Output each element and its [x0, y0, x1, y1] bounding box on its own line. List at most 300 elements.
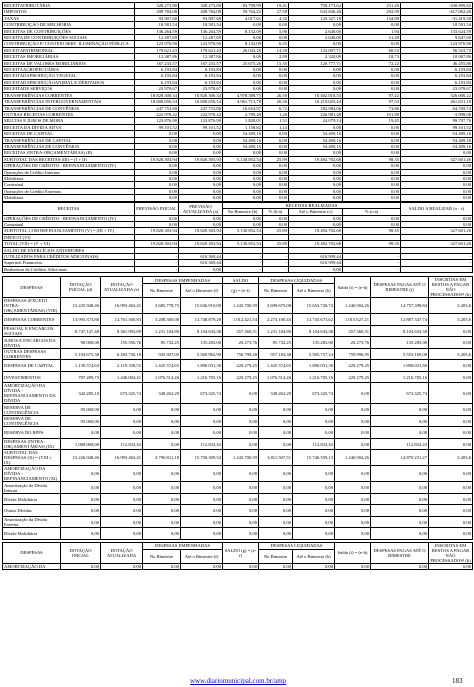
revenue-cell: 54.409,16: [289, 143, 343, 149]
revenue-cell: 8.132,09: [223, 28, 263, 34]
revenue-cell: 12.287,69: [179, 35, 223, 41]
revenue-cell: 327.601,26: [401, 156, 473, 162]
expense-cell: 673.325,74: [293, 383, 335, 404]
expense-row: [3, 427, 473, 439]
expense-cell: 85.732,25: [143, 337, 181, 349]
expense-cell: 759.996,95: [335, 348, 371, 360]
revenue-cell: 6.193,84: [179, 73, 223, 79]
revenue2-cell: -: [401, 254, 473, 260]
expense-cell: 673.325,74: [371, 383, 429, 404]
revenue-cell: 133.624,59: [401, 28, 473, 34]
revenue2-cell: 0,00: [289, 215, 343, 221]
revenue2-cell: 25,89: [263, 228, 289, 234]
expense-cell: 3.203,6: [429, 314, 473, 326]
header-dotacao-inicial: DOTAÇÃO INICIAL (d): [61, 277, 101, 298]
revenue-cell: 759.173,62: [289, 3, 343, 9]
revenue-cell: 0,00: [343, 131, 401, 137]
expense-cell: 1.216.705,16: [293, 371, 335, 383]
expense-cell: 14.757.398,84: [371, 298, 429, 314]
expense-cell: 0,00: [181, 404, 223, 416]
header-empenhadas: DESPESAS EMPENHADAS: [143, 277, 223, 284]
revenue-row-label: RECEITADAPRODUÇÃOANIMAL E DERIVADOS: [3, 79, 135, 85]
expense-cell: 6.293.750,18: [101, 348, 143, 360]
expense-cell: 0,00: [143, 528, 181, 540]
expense-cell: 14.761.300,83: [101, 314, 143, 326]
revenue-cell: 12.387,86: [135, 54, 179, 60]
header-inscritas: INSCRITAS EM RESTOS A PAGAR NÃO PROCESSADOS² (k): [430, 277, 471, 298]
revenue-cell: -54.409,16: [401, 143, 473, 149]
revenue2-row-label: TOTAL (VII) = (V + VI): [3, 241, 135, 247]
revenue-cell: 0,00: [289, 175, 343, 181]
header2-pagas: DESPESAS PAGAS ATÉ O BIMESTRE: [371, 542, 429, 563]
expense-cell: 0,00: [259, 427, 293, 439]
expense-cell: 673.325,74: [181, 383, 223, 404]
revenue-cell: 0,00: [135, 163, 179, 169]
revenue2-cell: 0,00: [401, 222, 473, 228]
header2-emp-ate-bimestre: Até o Bimestre (f): [181, 549, 223, 563]
revenue-cell: 4.017,61: [223, 15, 263, 21]
expense-cell: 5.194.675,38: [61, 348, 101, 360]
expense-cell: 0,00: [429, 337, 473, 349]
expense-cell: 1.012.421,54: [223, 314, 259, 326]
expense-cell: 0,00: [429, 383, 473, 404]
expense-cell: 0,00: [335, 427, 371, 439]
revenue-cell: 73,86: [343, 105, 401, 111]
expense-cell: 0,00: [429, 466, 473, 482]
revenue-cell: 292,99: [343, 9, 401, 15]
revenue-cell: 0,00: [289, 22, 343, 28]
expense-cell: 0,00: [293, 427, 335, 439]
revenue-cell: 0,00: [223, 86, 263, 92]
revenue-row-label: CONTRIBUIÇÃO DE MELHORIA: [3, 22, 135, 28]
revenue-cell: 0,00: [223, 67, 263, 73]
revenue2-cell: 610.369,44: [179, 260, 223, 266]
expense-cell: 1.015.627,21: [335, 314, 371, 326]
expense-last-cell: 0,00: [335, 563, 371, 569]
expense-cell: 0,00: [61, 427, 101, 439]
revenue-cell: 0,00: [135, 143, 179, 149]
expense-row-label: AMORTIZAÇÃO DA DÍVIDA - REFINANCIAMENTO (XI): [3, 466, 61, 482]
revenue-cell: 18,73: [343, 54, 401, 60]
revenue-cell: 0,00: [223, 195, 263, 201]
revenue-cell: 1.158,82: [223, 124, 263, 130]
footer-link[interactable]: www.diariomunicipal.com.br/amp: [190, 677, 287, 685]
revenue-row-label: RECEITAPATRIMONIAL: [3, 47, 135, 53]
expense-cell: 0,00: [223, 528, 259, 540]
revenue-cell: 27,58: [263, 9, 289, 15]
revenue-cell: 134,99: [343, 15, 401, 21]
expense-table: [2, 276, 473, 540]
expense-cell: 135.283,00: [181, 337, 223, 349]
revenue-cell: 19.492.702,68: [289, 156, 343, 162]
revenue-cell: 0,00: [343, 86, 401, 92]
expense-cell: 0,00: [181, 493, 223, 505]
revenue-cell: 1.828,01: [223, 118, 263, 124]
expense-cell: 0,00: [259, 493, 293, 505]
expense-row-label: RESERVA DE CONTINGÊNCIA: [3, 415, 61, 427]
expense-cell: 0,00: [371, 493, 429, 505]
expense-cell: 5.560.962,90: [181, 348, 223, 360]
revenue2-cell: -: [401, 266, 473, 272]
expense-row: [3, 505, 473, 517]
revenue2-cell: 0,00: [343, 222, 401, 228]
expense-cell: 0,00: [371, 415, 429, 427]
revenue-cell: 0,00: [135, 195, 179, 201]
expense-cell: 0,00: [143, 505, 181, 517]
expense-cell: 0,00: [101, 404, 143, 416]
revenue-row: [3, 195, 473, 201]
expense-cell: 0,00: [371, 482, 429, 494]
revenue-cell: 2.640,00: [289, 35, 343, 41]
revenue-row-label: Mobiliária: [3, 195, 135, 201]
expense-last-cell: 0,00: [143, 563, 181, 569]
expense-cell: 0,00: [335, 415, 371, 427]
expense-cell: 0,00: [223, 383, 259, 404]
expense-cell: 112.832,43: [293, 438, 335, 450]
revenue-cell: 6,55: [263, 41, 289, 47]
revenue2-cell: -: [343, 254, 401, 260]
expense-cell: 3.811.507,51: [259, 450, 293, 466]
revenue-cell: 231,26: [343, 3, 401, 9]
expense-cell: 1.890.031,30: [371, 360, 429, 372]
revenue-table: [2, 2, 473, 202]
expense-cell: 0,00: [371, 404, 429, 416]
revenue-cell: 0,00: [263, 131, 289, 137]
revenue2-cell: -: [223, 260, 263, 266]
revenue-row-label: Contratual: [3, 182, 135, 188]
revenue-cell: 4.978.388,75: [223, 92, 263, 98]
expense-cell: 0,00: [223, 482, 259, 494]
revenue-cell: 0,00: [263, 35, 289, 41]
revenue-cell: 1,94: [343, 28, 401, 34]
expense-cell: 0,00: [259, 415, 293, 427]
expense-cell: 0,00: [101, 493, 143, 505]
expense-cell: 5.553.169,08: [371, 348, 429, 360]
expense-row: [3, 450, 473, 466]
expense-row-label: INVESTIMENTOS: [3, 371, 61, 383]
revenue-cell: 14,50: [263, 47, 289, 53]
expense-cell: 0,00: [335, 528, 371, 540]
expense-cell: 1.243.700,59: [223, 450, 259, 466]
expense-row-label: Amortização da Dívida Externa: [3, 516, 61, 528]
header-saldo-realizar: SALDO A REALIZAR (a - c): [401, 202, 473, 215]
revenue-cell: 97,22: [343, 92, 401, 98]
expense-cell: 0,00: [223, 505, 259, 517]
revenue2-cell: 98,35: [343, 241, 401, 247]
revenue-cell: 5.130.852,54: [223, 156, 263, 162]
expense-row: [3, 314, 473, 326]
expense-last-cell: 0,00: [259, 563, 293, 569]
revenue-row-label: RECEITAS DE VALORES MOBILIÁRIOS: [3, 60, 135, 66]
header-despesas: DESPESAS: [3, 277, 61, 298]
revenue-cell: 0,00: [223, 35, 263, 41]
revenue-cell: 83.799,99: [223, 3, 263, 9]
expense-cell: 20.273,76: [223, 337, 259, 349]
revenue-cell: 167.233,57: [179, 60, 223, 66]
expense-row: [3, 516, 473, 528]
revenue-cell: 54.409,16: [289, 131, 343, 137]
header-realizadas: RECEITAS REALIZADAS: [223, 202, 401, 208]
header2-dotacao-inicial: DOTAÇÃO INICIAL: [61, 542, 101, 563]
revenue-cell: 12.287,69: [135, 35, 179, 41]
header2-saldo: SALDO (g) = (e-f): [223, 542, 259, 563]
expense-last-cell: 0,00: [293, 563, 335, 569]
expense-cell: 0,00: [293, 493, 335, 505]
revenue-cell: 0,00: [263, 188, 289, 194]
expense-row: [3, 482, 473, 494]
expense-cell: 0,00: [259, 438, 293, 450]
expense-cell: 0,00: [429, 360, 473, 372]
expense-cell: 15.750.309,54: [181, 450, 223, 466]
revenue-cell: -31.419,50: [401, 15, 473, 21]
expense-cell: 3.203,6: [429, 450, 473, 466]
revenue-cell: 93.907,68: [135, 15, 179, 21]
header-ate-bimestre: Até o Bimestre (c): [289, 208, 343, 215]
expense-cell: 0,00: [293, 516, 335, 528]
header-no-bimestre: No Bimestre (b): [223, 208, 263, 215]
revenue-cell: 0,00: [135, 175, 179, 181]
expense-row: [3, 371, 473, 383]
expense-row-label: DESPESAS (INTRA-ORÇAMENTÁRIAS) (IX): [3, 438, 61, 450]
revenue2-row: [3, 266, 473, 272]
expense-cell: 1.000.000,00: [61, 438, 101, 450]
revenue-row-label: RECEITAS IMOBILIÁRIAS: [3, 54, 135, 60]
revenue-cell: 123.976,90: [401, 41, 473, 47]
expense-cell: 0,00: [335, 383, 371, 404]
revenue-row-label: RECEITAS DE CONTRIBUIÇÕES: [3, 28, 135, 34]
revenue-cell: 19,41: [263, 3, 289, 9]
expense-cell: 12.887.347,74: [371, 314, 429, 326]
revenue2-cell: 0,00: [135, 215, 179, 221]
expense-cell: 0,00: [429, 325, 473, 337]
revenue-cell: 18.600.656,54: [135, 99, 179, 105]
expense-cell: 15.226.948,46: [61, 450, 101, 466]
revenue-cell: 0,00: [223, 175, 263, 181]
expense-cell: 3.699.675,08: [259, 298, 293, 314]
expense-cell: 90.000,00: [61, 337, 101, 349]
revenue-row-label: Operações de Crédito Externas: [3, 188, 135, 194]
revenue-cell: 226.981,48: [289, 111, 343, 117]
expense-cell: 3.203,6: [429, 298, 473, 314]
revenue-cell: 0,00: [223, 79, 263, 85]
revenue-cell: 6.193,84: [401, 79, 473, 85]
revenue2-cell: 327.601,26: [401, 241, 473, 247]
expense-cell: 0,00: [223, 493, 259, 505]
expense-row-label: RESERVA DE CONTINGÊNCIA: [3, 404, 61, 416]
revenue-cell: 0,00: [263, 137, 289, 143]
revenue-row-label: TRANSFERÊNCIAS DE CONVÊNIOS: [3, 105, 135, 111]
revenue-cell: 0,00: [401, 163, 473, 169]
expense-cell: 1.246.904,26: [335, 450, 371, 466]
expense-cell: 0,00: [223, 438, 259, 450]
revenue-cell: 0,00: [223, 22, 263, 28]
expense-cell: 0,00: [259, 516, 293, 528]
revenue-cell: 0,00: [343, 182, 401, 188]
revenue2-cell: 5.130.852,54: [223, 228, 263, 234]
revenue-cell: 0,00: [263, 22, 289, 28]
expense-cell: 155.556,76: [101, 337, 143, 349]
expense-cell: 1.076.512,26: [143, 371, 181, 383]
revenue-cell: 18.581,54: [401, 22, 473, 28]
expense-cell: 0,00: [293, 404, 335, 416]
expense-cell: 0,00: [429, 404, 473, 416]
revenue-cell: 98,35: [343, 156, 401, 162]
revenue-cell: 18.828.300,34: [135, 92, 179, 98]
revenue2-row-label: SUBTOTAL COM REFINANCIAMENTO (V) = (III + IV): [3, 228, 135, 234]
revenue-row-label: TRANSFERÊNCIAS DE CAPITAL: [3, 137, 135, 143]
expense-row-label: DESPESAS DE CAPITAL: [3, 360, 61, 372]
revenue-cell: 68,53: [343, 47, 401, 53]
expense-cell: 2.274.100,43: [259, 314, 293, 326]
expense-cell: 673.325,74: [101, 383, 143, 404]
revenue-cell: 2,99: [263, 54, 289, 60]
revenue-cell: 123.097,71: [289, 47, 343, 53]
expense-cell: 0,00: [223, 404, 259, 416]
expense-cell: 0,00: [143, 438, 181, 450]
expense-cell: 0,00: [293, 466, 335, 482]
expense-cell: 135.283,00: [371, 337, 429, 349]
revenue-cell: 123.876,90: [135, 118, 179, 124]
revenue-cell: 16.654,97: [223, 105, 263, 111]
revenue-cell: 0,00: [179, 137, 223, 143]
revenue-cell: 54.409,16: [289, 137, 343, 143]
revenue-cell: 0,00: [263, 73, 289, 79]
revenue-cell: 19,45: [343, 118, 401, 124]
page-footer: [0, 676, 474, 687]
expense-cell: 342.285,10: [61, 383, 101, 404]
expense-cell: 112.832,43: [101, 438, 143, 450]
expense-cell: 1.246.904,26: [335, 298, 371, 314]
expense-cell: 229.279,25: [223, 371, 259, 383]
revenue-cell: 0,00: [179, 150, 223, 156]
expense-last-row: [3, 563, 473, 569]
revenue-cell: 0,00: [289, 67, 343, 73]
revenue-cell: 18.402.010,53: [289, 92, 343, 98]
revenue-cell: 0,00: [135, 150, 179, 156]
expense-cell: 0,00: [429, 528, 473, 540]
expense-cell: 0,00: [429, 493, 473, 505]
revenue-cell: 9.647,69: [401, 35, 473, 41]
expense-cell: 0,00: [371, 466, 429, 482]
revenue-cell: 1,51: [263, 118, 289, 124]
revenue-cell: 0,00: [343, 41, 401, 47]
revenue-cell: 4.961.713,78: [223, 99, 263, 105]
revenue2-cell: 19.820.303,94: [179, 241, 223, 247]
expense-cell: 1.243.700,59: [223, 298, 259, 314]
revenue2-cell: 0,00: [343, 215, 401, 221]
revenue2-cell: -: [135, 266, 179, 272]
expense-cell: 13.748.879,28: [181, 314, 223, 326]
expense-row: [3, 298, 473, 314]
revenue2-cell: -: [263, 260, 289, 266]
document-page: [2, 2, 472, 570]
expense-row: [3, 337, 473, 349]
expense-row: [3, 404, 473, 416]
revenue-cell: 25.675,26: [223, 60, 263, 66]
revenue-row-label: RECEITADAPRODUÇÃO VEGETAL: [3, 73, 135, 79]
expense-cell: 1.076.512,26: [259, 371, 293, 383]
revenue-row-label: RECEITATRIBUTÁRIA: [3, 3, 135, 9]
revenue-row-label: RECEITA DA DÍVIDA ATIVA: [3, 124, 135, 130]
revenue-row-label: MULTAS E JUROS DE MORA: [3, 118, 135, 124]
revenue-cell: 0,00: [289, 188, 343, 194]
revenue-cell: 59.764,22: [223, 9, 263, 15]
expense-cell: 756.799,28: [223, 348, 259, 360]
header-liq-ate-bimestre: Até o Bimestre (h): [293, 284, 335, 298]
revenue-cell: 0,00: [343, 150, 401, 156]
revenue-cell: 21,49: [343, 35, 401, 41]
expense-cell: 0,00: [293, 415, 335, 427]
expense-cell: 0,00: [223, 427, 259, 439]
revenue2-cell: 0,00: [289, 222, 343, 228]
revenue-row-label: CONTRIBUIÇÃO P/ CUSTEIO SERV. ILUMINAÇÃO PÚBLICA: [3, 41, 135, 47]
revenue-cell: 0,00: [343, 79, 401, 85]
expense-cell: 3.203,6: [429, 348, 473, 360]
revenue-table-header-repeat: [2, 202, 473, 274]
header-saldo: SALDO: [223, 277, 259, 284]
revenue-cell: 6.193,84: [401, 73, 473, 79]
expense-cell: 3.685.778,75: [143, 298, 181, 314]
expense-cell: 0,00: [101, 427, 143, 439]
header2-dotacao-atualizada: DOTAÇÃO ATUALIZADA: [101, 542, 143, 563]
expense-cell: 349.262,29: [259, 383, 293, 404]
revenue2-cell: 0,00: [401, 215, 473, 221]
expense-cell: 0,00: [143, 427, 181, 439]
revenue-cell: 2.320,00: [289, 54, 343, 60]
revenue-cell: 0,00: [263, 79, 289, 85]
revenue2-cell: 610.999,44: [289, 260, 343, 266]
revenue-cell: 0,00: [135, 188, 179, 194]
expense-cell: 0,00: [101, 505, 143, 517]
expense-cell: 2.119.330,55: [101, 360, 143, 372]
expense-cell: 3.208.300,00: [143, 314, 181, 326]
revenue2-row-label: Reabertura de Créditos Adicionais: [3, 266, 135, 272]
expense-row-label: AMORTIZAÇÃO DA DÍVIDA - REFINANCIAMENTO DA DÍVIDA: [3, 383, 61, 404]
revenue-cell: 99.101,52: [135, 124, 179, 130]
revenue-row-label: RECEITAS DE CAPITAL: [3, 131, 135, 137]
expense-row: [3, 438, 473, 450]
revenue-cell: 0,00: [263, 195, 289, 201]
revenue-cell: 26.043,26: [223, 47, 263, 53]
revenue-cell: 179.621,43: [135, 47, 179, 53]
expense-cell: 13.745.673,62: [293, 314, 335, 326]
revenue-cell: 6.193,84: [135, 73, 179, 79]
revenue-cell: -54.409,16: [401, 131, 473, 137]
revenue-cell: 23.978,67: [401, 86, 473, 92]
revenue-cell: 0,00: [343, 67, 401, 73]
revenue2-cell: 0,00: [223, 222, 263, 228]
expense-cell: 0,00: [181, 427, 223, 439]
expense-cell: 0,00: [223, 415, 259, 427]
expense-cell: 13.993.373,80: [61, 314, 101, 326]
revenue-cell: 93.907,68: [179, 15, 223, 21]
expense-cell: 1.231.184,80: [259, 325, 293, 337]
revenue-cell: 222.978,42: [179, 111, 223, 117]
expense-cell: 0,00: [335, 466, 371, 482]
revenue-cell: 56.523,72: [401, 47, 473, 53]
revenue-cell: 46.455,86: [401, 60, 473, 66]
revenue-cell: 0,00: [289, 169, 343, 175]
expense-last-cell: 0,00: [61, 563, 101, 569]
expense-cell: 1.216.705,16: [181, 371, 223, 383]
revenue-cell: 0,00: [179, 131, 223, 137]
expense-cell: 0,00: [181, 528, 223, 540]
expense-cell: 957.183,38: [259, 348, 293, 360]
revenue-cell: 247.753,80: [135, 105, 179, 111]
header2-saldo-ieh: Saldo (i) = (e-h): [335, 542, 371, 563]
revenue-cell: 0,00: [135, 137, 179, 143]
revenue-cell: 8.132,09: [223, 41, 263, 47]
